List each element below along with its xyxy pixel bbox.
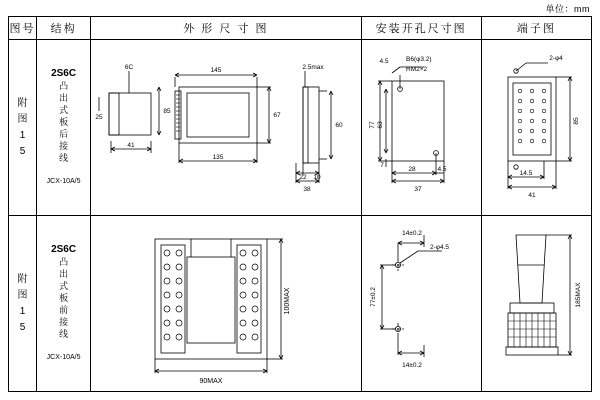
dim-label: 2-φ4 (548, 54, 563, 62)
structure-cell-2 (37, 216, 91, 392)
fig-no-char: 1 (19, 305, 26, 317)
table-row (9, 40, 592, 216)
dim-label: 14±0.2 (401, 361, 422, 369)
structure-model: 2S6C (51, 243, 77, 255)
fig-no-char: 1 (19, 129, 26, 141)
table-header-row (9, 17, 592, 40)
dim-label: 22 (299, 173, 307, 181)
dim-label: 135 (212, 153, 224, 161)
structure-desc-char: 凸 (59, 256, 69, 267)
dim-label: 7 (379, 161, 384, 169)
structure-cell-1 (37, 40, 91, 216)
dim-label: 38 (303, 185, 311, 193)
fig-no-char: 附 (17, 273, 28, 285)
dim-label: 10 (313, 173, 321, 181)
header-outline: 外 形 尺 寸 图 (91, 17, 361, 40)
dim-label: 67 (273, 111, 281, 119)
terminal-drawing-1 (482, 41, 590, 215)
structure-desc-char: 式 (59, 280, 69, 291)
dim-label: 185MAX (574, 282, 582, 307)
terminal-cell-2 (481, 216, 591, 392)
dim-label: 77 (368, 120, 376, 129)
mounting-cell-1 (361, 40, 481, 216)
structure-code: JCX-10A/5 (46, 353, 81, 361)
structure-desc-char: 前 (59, 304, 69, 315)
dim-label: 41 (528, 191, 536, 199)
fig-no-char: 5 (19, 321, 26, 333)
dim-label: 100MAX (284, 287, 292, 314)
dim-label: 4.5 (437, 165, 447, 173)
dim-label: 41 (127, 141, 135, 149)
structure-desc-char: 出 (59, 92, 69, 103)
dim-label: 2-φ4.5 (429, 243, 449, 251)
dimension-table (8, 16, 592, 392)
table-row (9, 216, 592, 392)
terminal-cell-1 (481, 40, 591, 216)
dim-label: B6(φ3.2) (405, 55, 432, 63)
structure-desc-char: 接 (59, 140, 69, 151)
mounting-drawing-2 (362, 217, 480, 391)
structure-desc-char: 板 (59, 292, 69, 303)
structure-desc-char: 出 (59, 268, 69, 279)
outline-drawing-2 (91, 217, 359, 391)
header-structure: 结构 (37, 17, 91, 40)
header-terminal: 端子图 (481, 17, 591, 40)
dim-label: 145 (210, 66, 222, 74)
fig-no-char: 5 (19, 145, 26, 157)
dim-label: 60 (335, 121, 343, 129)
structure-desc-char: 后 (59, 128, 69, 139)
dim-label: 37 (413, 185, 422, 193)
structure-desc-char: 式 (59, 104, 69, 115)
dim-label: 2.5max (302, 63, 324, 71)
dim-label: 14±0.2 (401, 229, 422, 237)
structure-desc-char: 凸 (59, 80, 69, 91)
structure-code: JCX-10A/5 (46, 177, 81, 185)
dim-label: 25 (95, 113, 103, 121)
fig-no-char: 附 (17, 97, 28, 109)
terminal-drawing-2 (482, 217, 590, 391)
outline-cell-2 (91, 216, 361, 392)
header-mounting: 安装开孔尺寸图 (361, 17, 481, 40)
fig-no-char: 图 (17, 113, 28, 125)
dim-label: 85 (163, 107, 171, 115)
structure-desc-char: 板 (59, 116, 69, 127)
dim-label: 90MAX (199, 377, 223, 385)
fig-no-cell-2 (9, 216, 37, 392)
outline-cell-1 (91, 40, 361, 216)
header-fig-no: 图号 (9, 17, 37, 40)
outline-drawing-1 (91, 41, 359, 215)
fig-no-char: 图 (17, 289, 28, 301)
unit-note: 单位：mm (545, 4, 590, 14)
structure-model: 2S6C (51, 67, 77, 79)
mounting-cell-2 (361, 216, 481, 392)
dim-label: 4.5 (379, 57, 389, 65)
dim-label: 77±0.2 (369, 286, 377, 307)
structure-desc-char: 线 (59, 328, 69, 339)
dim-label: 14.5 (519, 169, 533, 177)
dim-label: 63 (376, 120, 384, 129)
structure-desc-char: 接 (59, 316, 69, 327)
fig-no-cell-1 (9, 40, 37, 216)
structure-desc-char: 线 (59, 152, 69, 163)
dim-label: RM2×2 (405, 65, 427, 73)
dim-label: 6C (124, 63, 134, 71)
dim-label: 85 (572, 116, 580, 125)
dim-label: 28 (407, 165, 416, 173)
mounting-drawing-1 (362, 41, 480, 215)
